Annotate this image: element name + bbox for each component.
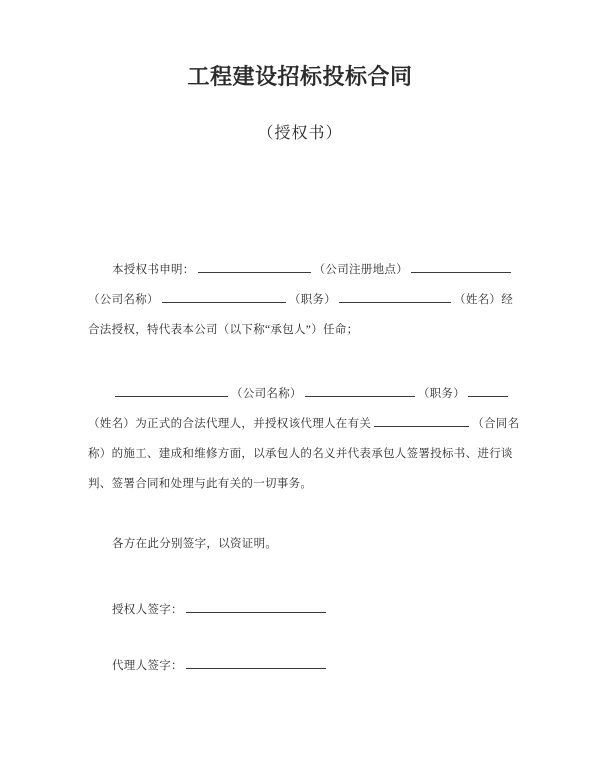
signature-blank-agent bbox=[186, 657, 326, 669]
text-line bbox=[88, 315, 512, 345]
fill-in-blank bbox=[411, 261, 511, 273]
fill-in-blank bbox=[374, 415, 469, 427]
text-segment: （姓名）为正式的合法代理人，并授权该代理人在有关 bbox=[88, 418, 372, 430]
signature-blank-authorizer bbox=[186, 601, 326, 613]
signature-label-agent: 代理人签字： bbox=[112, 660, 183, 672]
text-line bbox=[88, 255, 512, 285]
fill-in-blank bbox=[339, 291, 451, 303]
para-declaration bbox=[88, 255, 512, 345]
text-segment: 判、签署合同和处理与此有关的一切事务。 bbox=[88, 478, 313, 490]
text-segment: 各方在此分别签字，以资证明。 bbox=[112, 538, 278, 550]
text-segment: 合法授权，特代表本公司（以下称“承包人”）任命； bbox=[88, 324, 359, 336]
signature-label-authorizer: 授权人签字： bbox=[112, 604, 183, 616]
document-subtitle: （授权书） bbox=[257, 125, 343, 142]
para-appointment bbox=[88, 379, 520, 499]
fill-in-blank bbox=[198, 261, 311, 273]
text-segment: （公司名称） bbox=[88, 294, 159, 306]
text-line bbox=[88, 469, 512, 499]
fill-in-blank bbox=[468, 385, 508, 397]
document-body bbox=[88, 255, 520, 559]
fill-in-blank bbox=[305, 385, 415, 397]
text-segment: 称）的施工、建成和维修方面，以承包人的名义并代表承包人签署投标书、进行谈 bbox=[88, 448, 513, 460]
document-title: 工程建设招标投标合同 bbox=[187, 64, 413, 89]
fill-in-blank bbox=[115, 385, 228, 397]
text-line bbox=[88, 529, 512, 559]
signature-row-agent bbox=[88, 651, 512, 681]
text-line bbox=[88, 409, 520, 439]
text-segment: （公司名称） bbox=[231, 388, 302, 400]
text-line bbox=[88, 379, 512, 409]
fill-in-blank bbox=[162, 291, 286, 303]
text-segment: （职务） bbox=[288, 294, 337, 306]
text-segment: （姓名）经 bbox=[454, 294, 514, 306]
signature-block bbox=[88, 595, 512, 681]
text-segment: （公司注册地点） bbox=[313, 264, 409, 276]
text-line bbox=[88, 285, 512, 315]
text-segment: （合同名 bbox=[472, 418, 520, 430]
para-closing bbox=[88, 529, 512, 559]
text-line bbox=[88, 439, 512, 469]
text-segment: 本授权书申明： bbox=[112, 264, 195, 276]
signature-row-authorizer bbox=[88, 595, 512, 625]
text-segment: （职务） bbox=[417, 388, 466, 400]
